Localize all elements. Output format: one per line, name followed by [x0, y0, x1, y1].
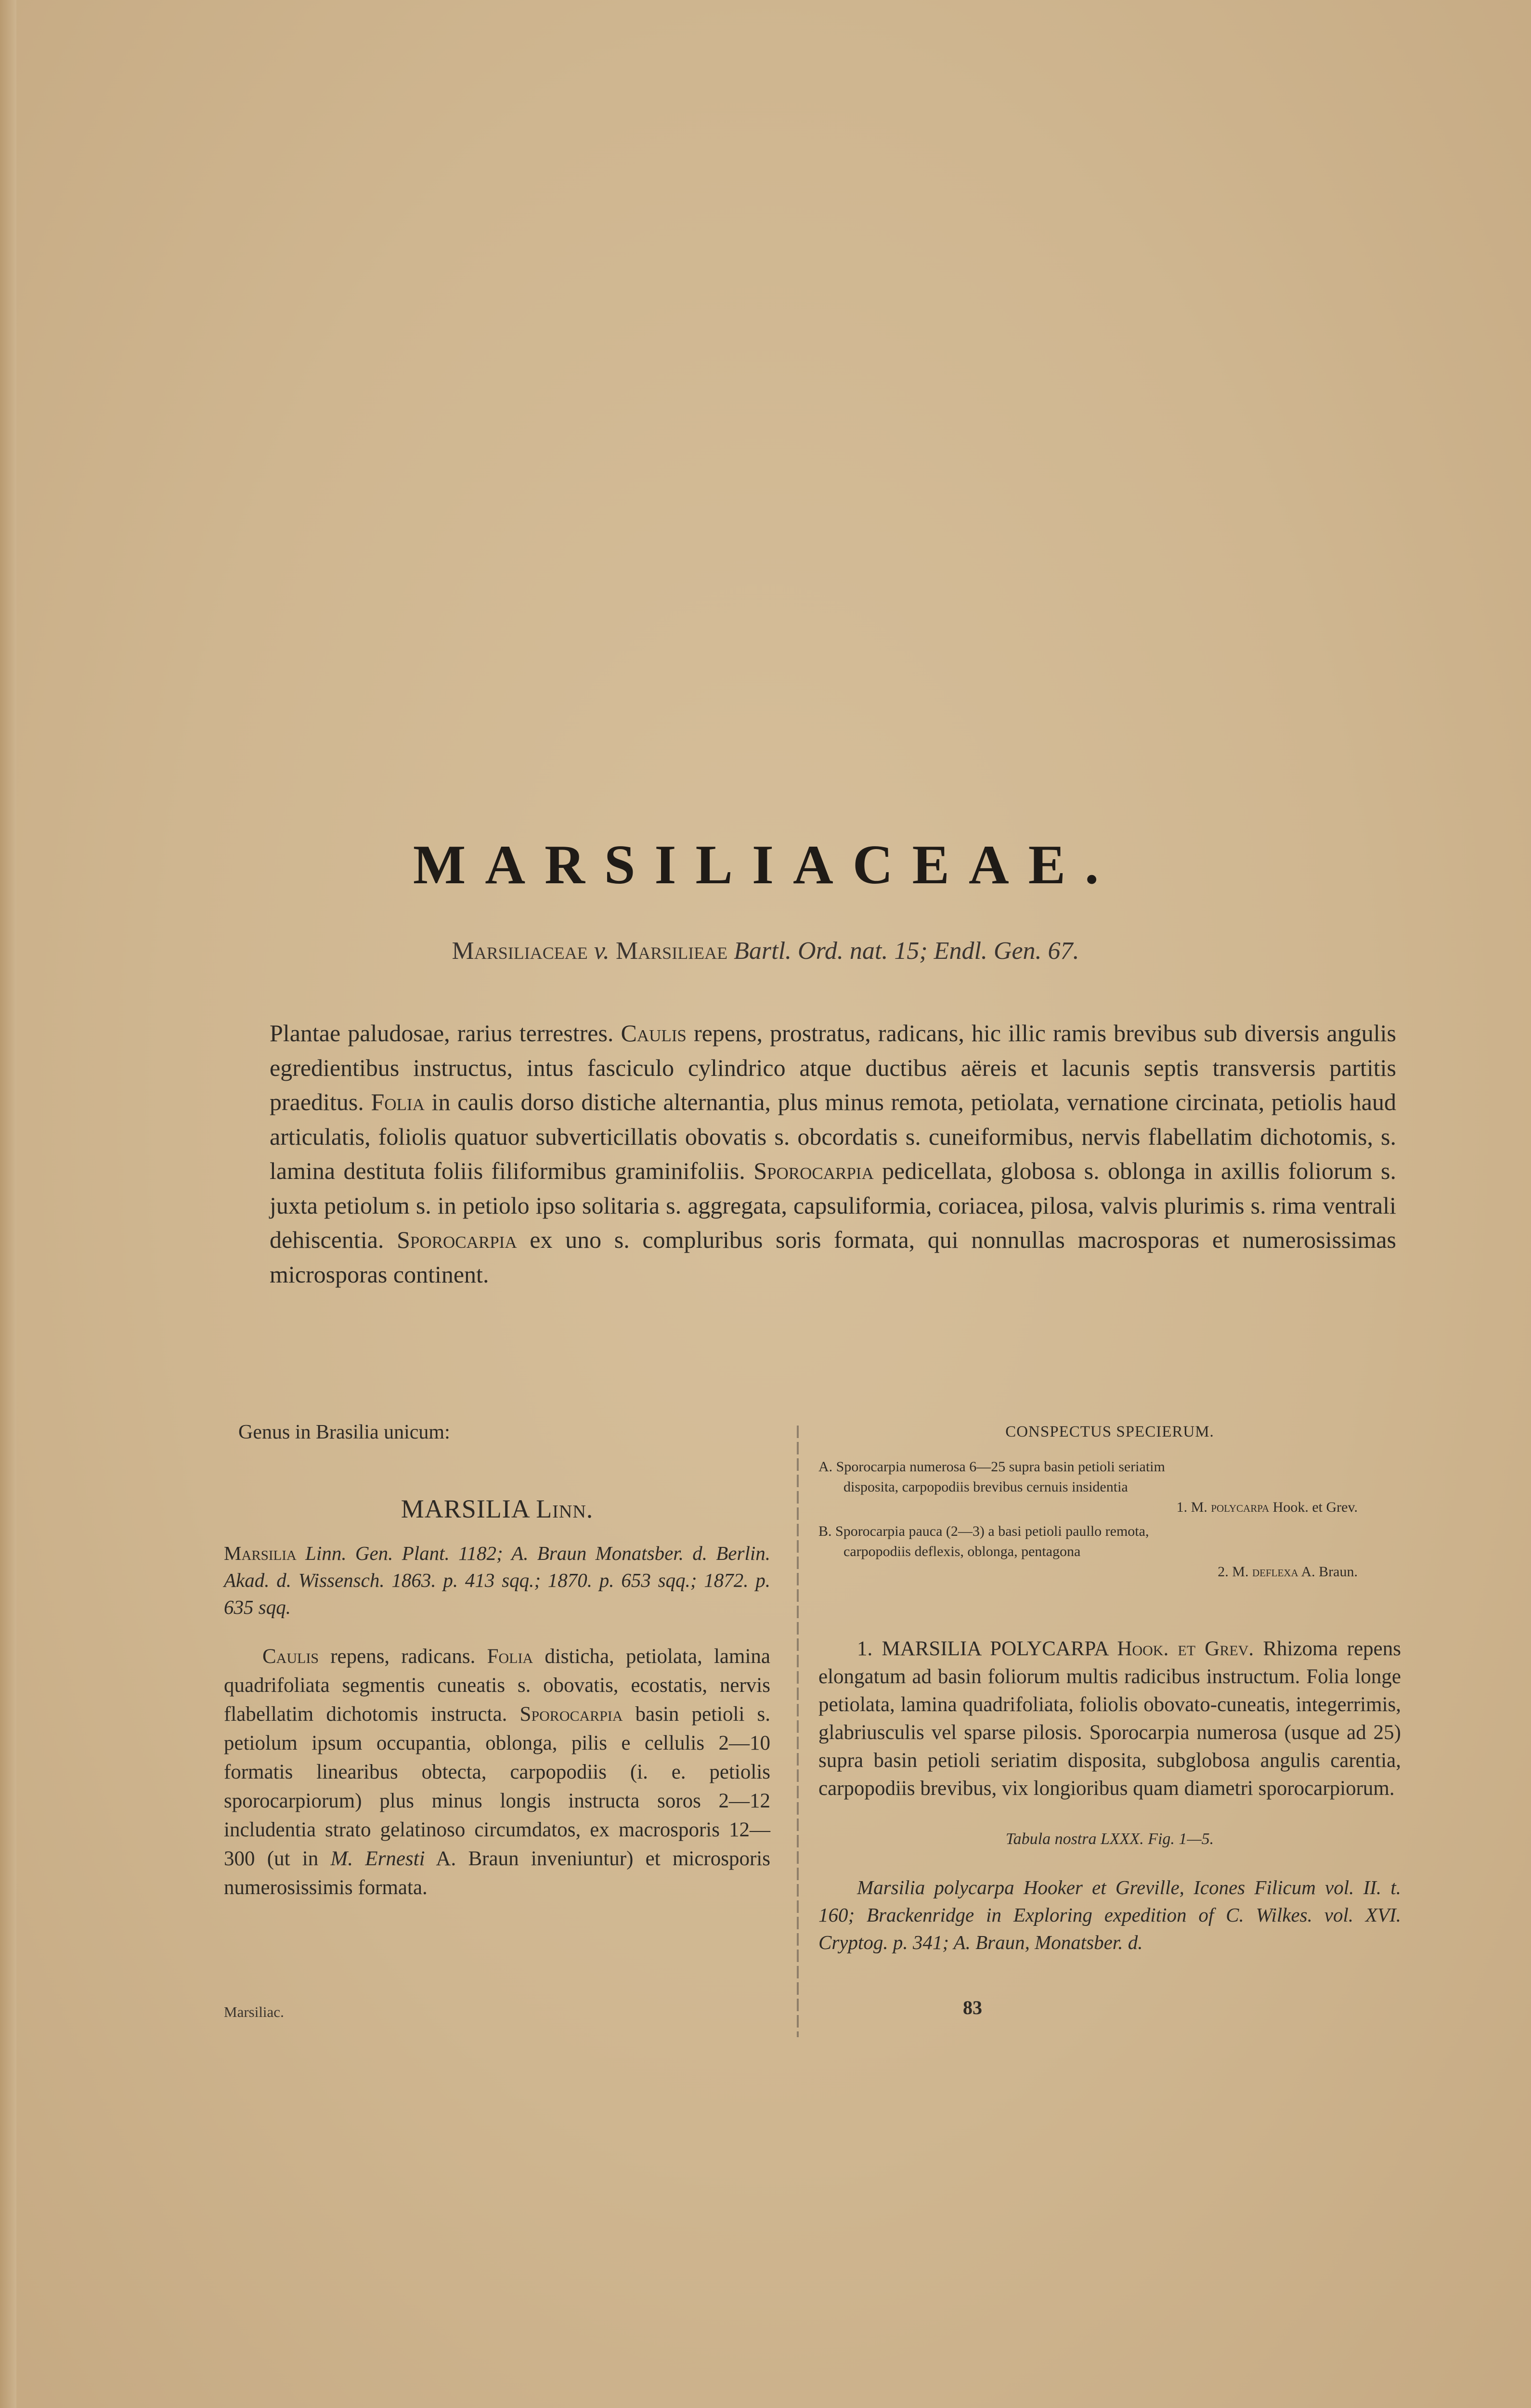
genus-desc-key-folia: Folia: [487, 1645, 533, 1668]
binding-edge: [0, 0, 16, 2408]
key-entry-lead: B. Sporocarpia pauca (2—3) a basi petioli paullo remota,: [818, 1523, 1149, 1539]
key-entry-author: Hook. et Grev.: [1272, 1499, 1358, 1515]
key-entry-lead: A. Sporocarpia numerosa 6—25 supra basin petioli seriatim: [818, 1459, 1165, 1475]
key-entry: [818, 1521, 1401, 1582]
key-entry-num: 2. M.: [1218, 1564, 1249, 1580]
key-entry-result: [818, 1562, 1401, 1582]
genus-ref-text: Linn. Gen. Plant. 1182; A. Braun Monatsber. d. Berlin. Akad. d. Wissensch. 1863. p. 413 sqq.; 1870. p. 653 sqq.; 1872. p. 635 sqq.: [224, 1542, 770, 1618]
subtitle-family-name: Marsiliaceae: [452, 937, 588, 965]
key-entry-species: deflexa: [1252, 1564, 1298, 1580]
genus-reference: [224, 1540, 770, 1621]
subtitle-synonym: Marsilieae: [615, 937, 728, 965]
key-entry-species: polycarpa: [1211, 1499, 1270, 1515]
species-description: [818, 1635, 1401, 1803]
intro-seg-0: Plantae paludosae, rarius terrestres.: [270, 1020, 614, 1047]
genus-ref-name: Marsilia: [224, 1542, 297, 1564]
intro-text-folia: in caulis dorso distiche alternantia, plus minus remota, petiolata, vernatione circinata, petiolis haud articulatis, foliolis quatuor subverticillatis obovatis s. obcordatis s. cuneiformibus, nervis flabellatim dichotomis, s. lamina destituta foliis filiformibus graminifoliis.: [270, 1088, 1396, 1184]
signature-mark: Marsiliac.: [224, 2003, 284, 2020]
intro-key-caulis: Caulis: [621, 1020, 687, 1047]
column-divider: [797, 1426, 799, 2037]
intro-text-sporocarpia: pedicellata, globosa s. oblonga in axillis foliorum s. juxta petiolum s. in petiolo ipso solitaria s. aggregata, capsuliformia, coriacea, pilosa, valvis plurimis s. rima ventrali dehiscentia.: [270, 1157, 1396, 1253]
genus-desc-text-end: A. Braun inveniuntur) et microsporis numerosissimis formata.: [224, 1847, 770, 1899]
key-entry: [818, 1457, 1401, 1518]
species-literature: Marsilia polycarpa Hooker et Greville, Icones Filicum vol. II. t. 160; Brackenridge in Exploring expedition of C. Wilkes. vol. XVI. Cryptog. p. 341; A. Braun, Monatsber. d.: [818, 1876, 1401, 1953]
page-number: 83: [963, 1997, 982, 2018]
genus-desc-key-caulis: Caulis: [262, 1645, 319, 1668]
genus-title-name: MARSILIA: [401, 1494, 529, 1523]
intro-text-sporocarpia-2: ex uno s. compluribus soris formata, qui nonnullas macrosporas et numerosissimas microsporas continent.: [270, 1226, 1396, 1288]
genus-title: [224, 1495, 770, 1523]
genus-desc-text-folia: disticha, petiolata, lamina quadrifoliata segmentis cuneatis s. obovatis, ecostatis, nervis flabellatim dichotomis instructa.: [224, 1645, 770, 1726]
intro-text-caulis: repens, prostratus, radicans, hic illic ramis brevibus sub diversis angulis egredientibus instructus, intus fasciculo cylindrico atque ductibus aëreis et lacunis septis transversis partitis praeditus.: [270, 1020, 1396, 1115]
subtitle-refs: Bartl. Ord. nat. 15; Endl. Gen. 67.: [727, 937, 1079, 965]
family-title: MARSILIACEAE.: [413, 834, 1118, 896]
family-description-paragraph: [270, 1016, 1396, 1292]
intro-key-folia: Folia: [371, 1088, 425, 1115]
genus-title-author: Linn.: [536, 1494, 594, 1523]
key-entry-cont: carpopodiis deflexis, oblonga, pentagona: [843, 1544, 1081, 1559]
species-name: MARSILIA POLYCARPA: [882, 1637, 1108, 1660]
right-column: [818, 1418, 1401, 1956]
conspectus-title: CONSPECTUS SPECIERUM.: [1005, 1423, 1214, 1440]
key-entry-cont: disposita, carpopodiis brevibus cernuis insidentia: [843, 1479, 1128, 1495]
intro-key-sporocarpia-2: Sporocarpia: [397, 1226, 517, 1253]
intro-key-sporocarpia: Sporocarpia: [753, 1157, 874, 1184]
genus-desc-key-sporocarpia: Sporocarpia: [519, 1703, 623, 1726]
left-column: [224, 1418, 770, 1902]
species-number: 1.: [857, 1637, 873, 1660]
key-entry-num: 1. M.: [1176, 1499, 1207, 1515]
species-desc-text: Rhizoma repens elongatum ad basin foliorum multis radicibus instructum. Folia longe petiolata, lamina quadrifoliata, foliolis obovato-cuneatis, integerrimis, glabriusculis vel sparse pilosis. Sporocarpia numerosa (usque ad 25) supra basin petioli seriatim disposita, subglobosa angulis carentia, carpopodiis brevibus, vix longioribus quam diametri sporocarpiorum.: [818, 1637, 1401, 1800]
species-key: [818, 1457, 1401, 1582]
subtitle-sep: v.: [587, 937, 616, 965]
species-author: Hook. et Grev.: [1117, 1637, 1254, 1660]
key-entry-result: [818, 1497, 1401, 1518]
genus-desc-text-sporocarpia: basin petioli s. petiolum ipsum occupantia, oblonga, pilis e cellulis 2—10 formatis linearibus obtecta, carpopodiis (i. e. petiolis sporocarpiorum) plus minus longis instructa soros 2—12 includentia strato gelatinoso circumdatos, ex macrosporis 12—300 (ut in: [224, 1703, 770, 1870]
family-description: [270, 1016, 1396, 1292]
key-entry-author: A. Braun.: [1301, 1564, 1358, 1580]
genus-description: [224, 1642, 770, 1902]
genus-desc-species-ref: M. Ernesti: [330, 1847, 425, 1870]
genus-intro: Genus in Brasilia unicum:: [238, 1421, 450, 1443]
genus-desc-text-caulis: repens, radicans.: [319, 1645, 487, 1668]
plate-reference: Tabula nostra LXXX. Fig. 1—5.: [1005, 1830, 1214, 1848]
family-subtitle: [0, 937, 1531, 965]
